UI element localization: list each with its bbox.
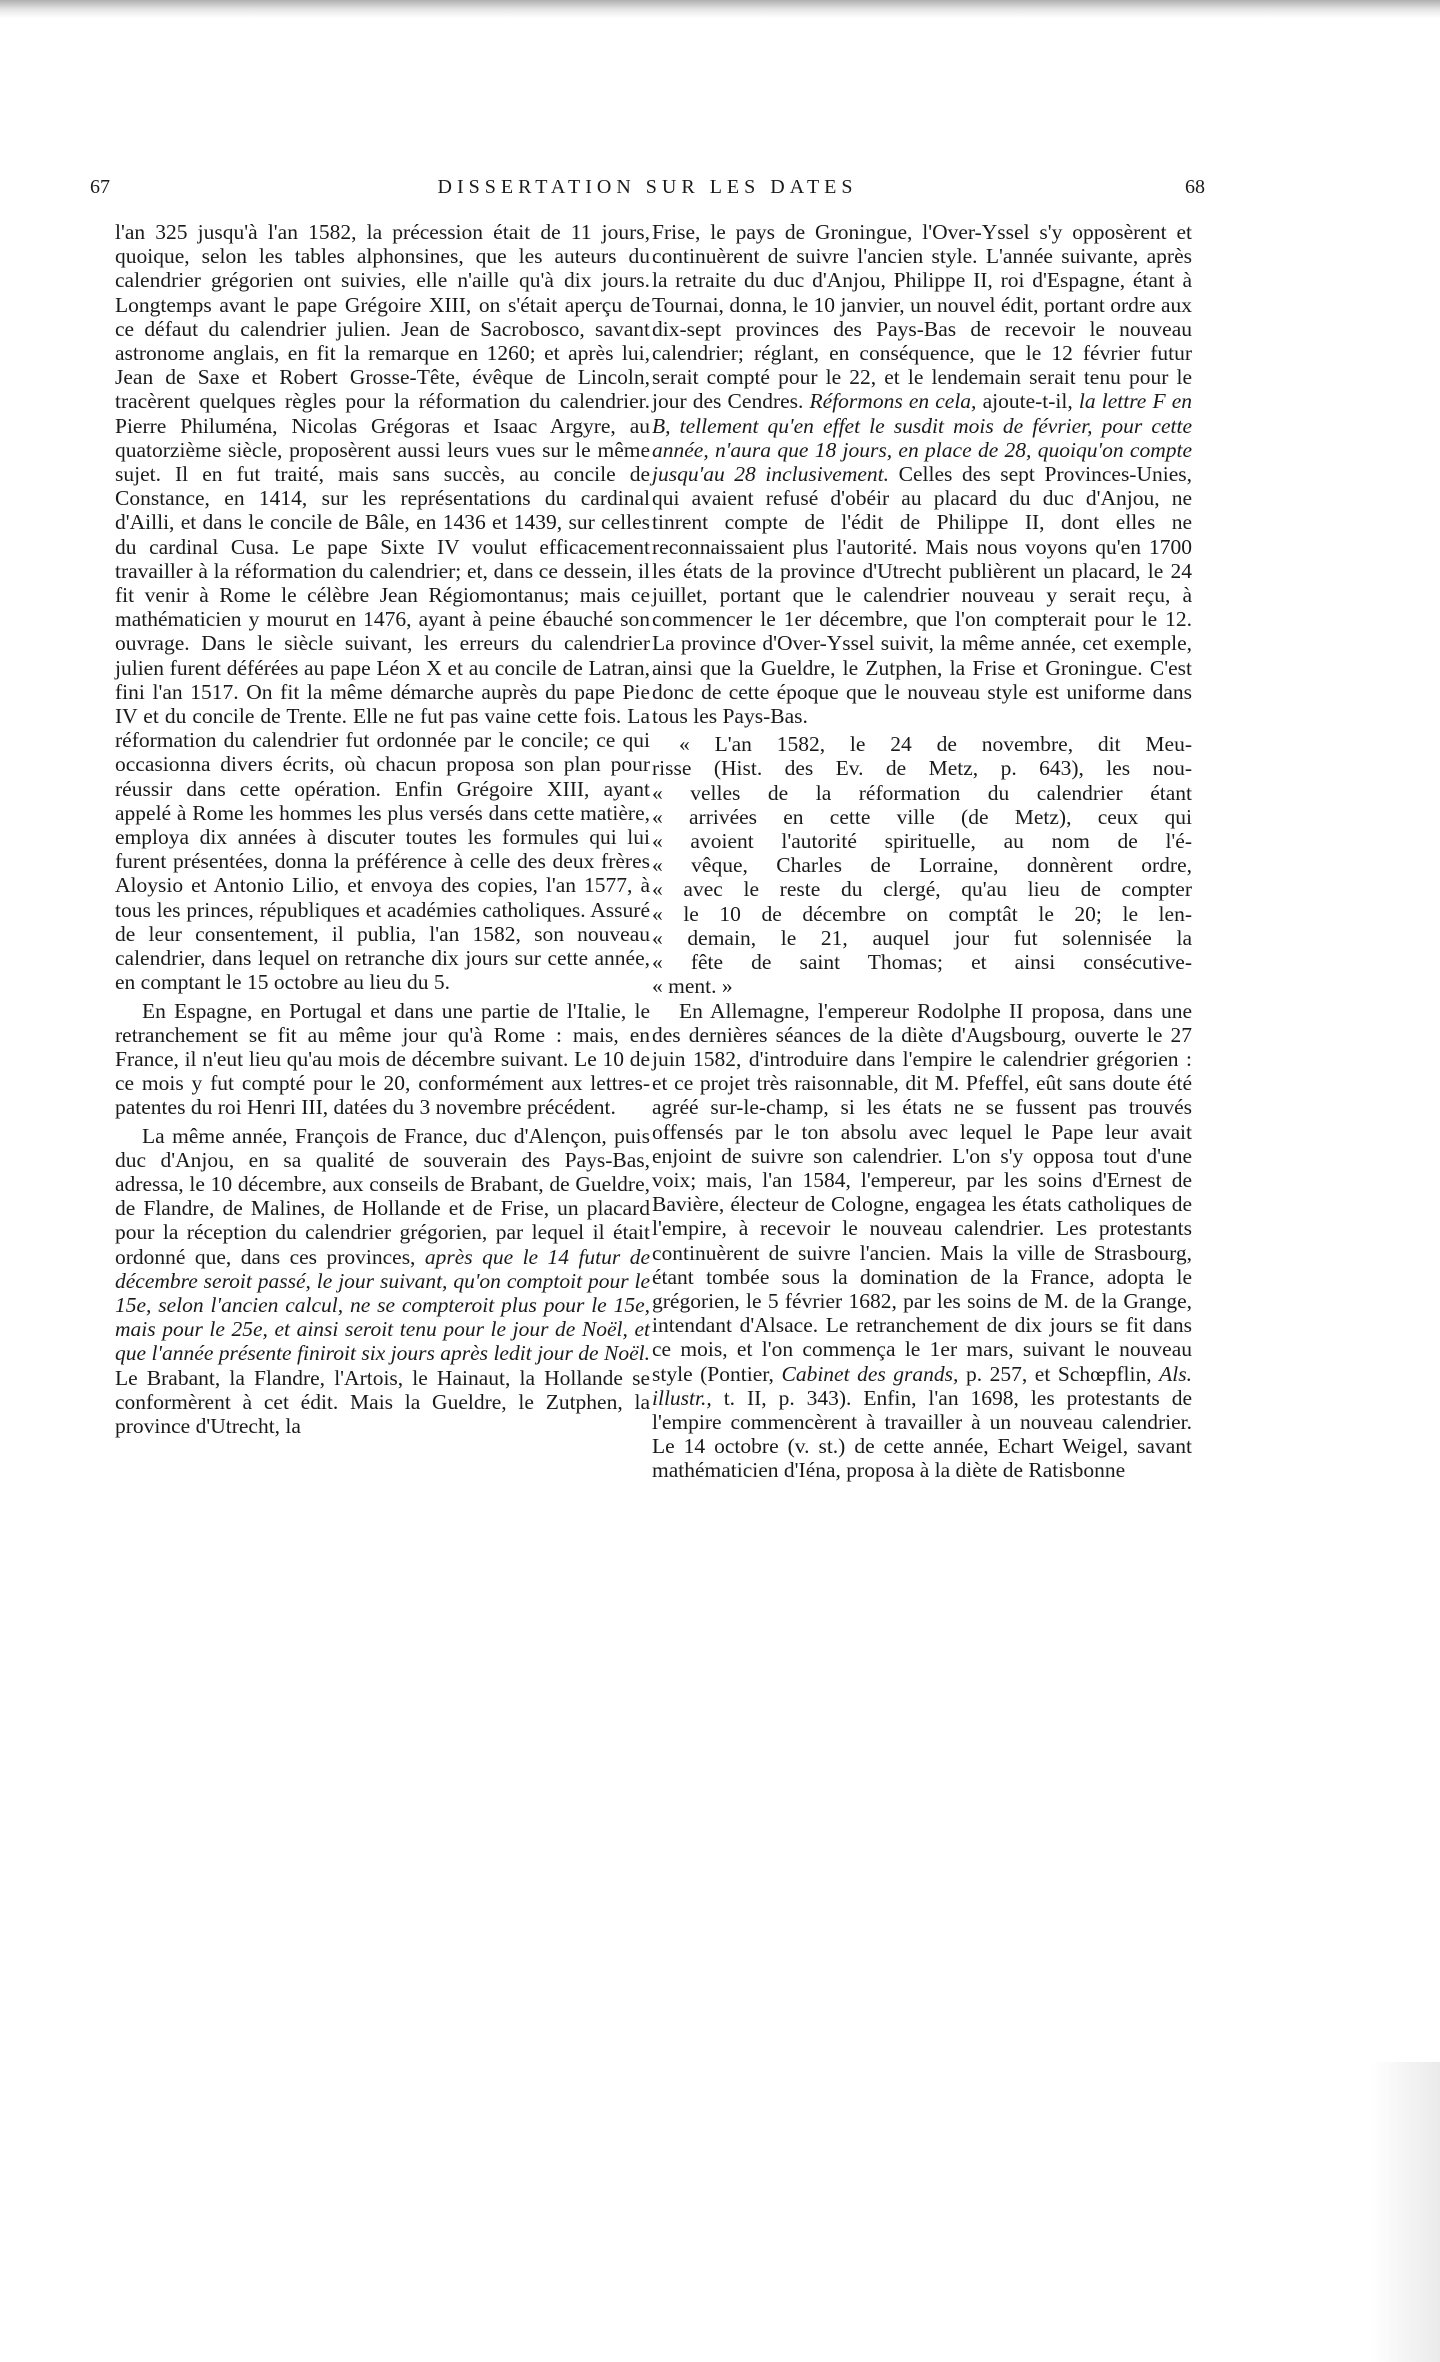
italic-quotation: Réformons en cela, [809,389,977,414]
left-paragraph-1: l'an 325 jusqu'à l'an 1582, la précession était de 11 jours, quoique, selon les tables alphonsines, que les auteurs du calendrier grégorien ont suivies, elle n'aille qu'à dix jours. Longtemps avant le pape Grégoire XIII, on s'était aperçu de ce défaut du calendrier julien. Jean de Sacrobosco, savant astronome anglais, en fit la remarque en 1260; et après lui, Jean de Saxe et Robert Grosse-Tête, évêque de Lincoln, tracèrent quelques règles pour la réformation du calendrier. Pierre Philuména, Nicolas Grégoras et Isaac Argyre, au quatorzième siècle, proposèrent aussi leurs vues sur le même sujet. Il en fut traité, mais sans succès, au concile de Constance, en 1414, sur les représentations du cardinal d'Ailli, et dans le concile de Bâle, en 1436 et 1439, sur celles du cardinal Cusa. Le pape Sixte IV voulut efficacement travailler à la réformation du calendrier; et, dans ce dessein, il fit venir à Rome le célèbre Jean Régiomontanus; mais ce mathématicien y mourut en 1476, ayant à peine ébauché son ouvrage. Dans le siècle suivant, les erreurs du calendrier julien furent déférées au pape Léon X et au concile de Latran, fini l'an 1517. On fit la même démarche auprès du pape Pie IV et du concile de Trente. Elle ne fut pas vaine cette fois. La réformation du calendrier fut ordonnée par le concile; ce qui occasionna divers écrits, où chacun proposa son plan pour réussir dans cette opération. Enfin Grégoire XIII, ayant appelé à Rome les hommes les plus versés dans cette matière, employa dix années à discuter toutes les formules qui lui furent présentées, donna la préférence à celle des deux frères Aloysio et Antonio Lilio, et envoya des copies, l'an 1577, à tous les princes, républiques et académies catholiques. Assuré de leur consentement, il publia, l'an 1582, son nouveau calendrier, dans lequel on retranche dix jours sur cette année, en comptant le 15 octobre au lieu du 5. [115,220,650,995]
paragraph-text: p. 257, et Schœpflin, [965,1361,1152,1386]
paragraph-text: t. II, p. 343). Enfin, l'an 1698, les protestants de l'empire commencèrent à travailler à un nouveau calendrier. Le 14 octobre (v. st.) de cette année, Echart Weigel, savant mathématicien d'Iéna, proposa à la diète de Ratisbonne [652,1385,1193,1483]
right-column [652,220,1192,1483]
italic-citation: Cabinet des grands, [781,1361,959,1386]
quote-line: « velles de la réformation du calendrier étant [652,780,1192,805]
quote-line: « arrivées en cette ville (de Metz), ceux qui [652,804,1192,829]
scan-edge-top [0,0,1440,18]
right-page-number: 68 [1185,176,1205,198]
block-quotation [652,732,1192,998]
left-paragraph-2: En Espagne, en Portugal et dans une partie de l'Italie, le retranchement se fit au même jour qu'à Rome : mais, en France, il n'eut lieu qu'au mois de décembre suivant. Le 10 de ce mois y fut compté pour le 20, conformément aux lettres-patentes du roi Henri III, datées du 3 novembre précédent. [115,998,650,1120]
quote-line: « fête de saint Thomas; et ainsi consécutive- [652,950,1192,975]
quote-line: « ment. » [652,974,733,999]
paragraph-text: Frise, le pays de Groningue, l'Over-Yssel s'y opposèrent et continuèrent de suivre l'ancien style. L'année suivante, après la retraite du duc d'Anjou, Philippe II, roi d'Espagne, étant à Tournai, donna, le 10 janvier, un nouvel édit, portant ordre aux dix-sept provinces des Pays-Bas de recevoir le nouveau calendrier; réglant, en conséquence, que le 12 février futur serait compté pour le 22, et le lendemain serait tenu pour le jour des Cendres. [652,220,1192,414]
right-paragraph-3 [652,999,1192,1483]
scan-edge-shadow [1370,2062,1440,2362]
left-paragraph-3 [115,1124,650,1439]
quote-line: « L'an 1582, le 24 de novembre, dit Meu- [679,732,1192,757]
left-column [115,220,650,1438]
paragraph-text: En Allemagne, l'empereur Rodolphe II proposa, dans une des dernières séances de la diète d'Augsbourg, ouverte le 27 juin 1582, d'introduire dans l'empire le calendrier grégorien : et ce projet très raisonnable, dit M. Pfeffel, eût sans doute été agréé sur-le-champ, si les états ne se fussent pas trouvés offensés par le ton absolu avec lequel le Pape leur avait enjoint de suivre son calendrier. L'on s'y opposa tout d'une voix; mais, l'an 1584, l'empereur, par les soins d'Ernest de Bavière, électeur de Cologne, engagea les états catholiques de l'empire, à recevoir le nouveau calendrier. Les protestants continuèrent de suivre l'ancien. Mais la ville de Strasbourg, étant tombée sous la domination de la France, adopta le grégorien, le 5 février 1682, par les soins de M. de la Grange, intendant d'Alsace. Le retranchement de dix jours se fit dans ce mois, et l'on commença le 1er mars, suivant le nouveau style (Pontier, [652,998,1192,1386]
paragraph-text: Le Brabant, la Flandre, l'Artois, le Hainaut, la Hollande se conformèrent à cet édit. Mais la Gueldre, le Zutphen, la province d'Utrecht, la [115,1365,650,1438]
paragraph-text: La même année, François de France, duc d'Alençon, puis duc d'Anjou, en sa qualité de souverain des Pays-Bas, adressa, le 10 décembre, aux conseils de Brabant, de Gueldre, de Flandre, de Malines, de Hollande et de Frise, un placard pour la réception du calendrier grégorien, par lequel il était ordonné que, dans ces provinces, [115,1123,650,1269]
italic-citation: Als. illustr., [652,1361,1193,1410]
quote-line: « demain, le 21, auquel jour fut solennisée la [652,925,1192,950]
quote-line: « vêque, Charles de Lorraine, donnèrent ordre, [652,853,1192,878]
quote-line: « le 10 de décembre on comptât le 20; le len- [652,901,1192,926]
left-page-number: 67 [90,176,110,198]
quote-line: « avec le reste du clergé, qu'au lieu de compter [652,877,1192,902]
quote-line: risse (Hist. des Ev. de Metz, p. 643), les nou- [652,756,1192,781]
italic-quotation: après que le 14 futur de décembre seroit passé, le jour suivant, qu'on comptoit pour le 15e, selon l'ancien calcul, ne se compteroit plus pour le 15e, mais pour le 25e, et ainsi seroit tenu pour le jour de Noël, et que l'année présente finiroit six jours après ledit jour de Noël. [115,1244,650,1366]
quote-line: « avoient l'autorité spirituelle, au nom de l'é- [652,829,1192,854]
running-header [90,176,1205,206]
paragraph-text: Celles des sept Provinces-Unies, qui avaient refusé d'obéir au placard du duc d'Anjou, ne tinrent compte de l'édit de Philippe II, dont elles ne reconnaissaient plus l'autorité. Mais nous voyons qu'en 1700 les états de la province d'Utrecht publièrent un placard, le 24 juillet, portant que le calendrier nouveau y serait reçu, à commencer le 1er décembre, que l'on compterait pour le 12. La province d'Over-Yssel suivit, la même année, cet exemple, ainsi que la Gueldre, le Zutphen, la Frise et Groningue. C'est donc de cette époque que le nouveau style est uniforme dans tous les Pays-Bas. [652,462,1193,729]
right-paragraph-1 [652,220,1192,728]
paragraph-text: ajoute-t-il, [982,389,1073,414]
running-title: DISSERTATION SUR LES DATES [437,176,858,198]
italic-quotation: la lettre F en B, tellement qu'en effet le susdit mois de février, pour cette année, n'aura que 18 jours, en place de 28, quoiqu'on compte jusqu'au 28 inclusivement. [652,389,1193,487]
